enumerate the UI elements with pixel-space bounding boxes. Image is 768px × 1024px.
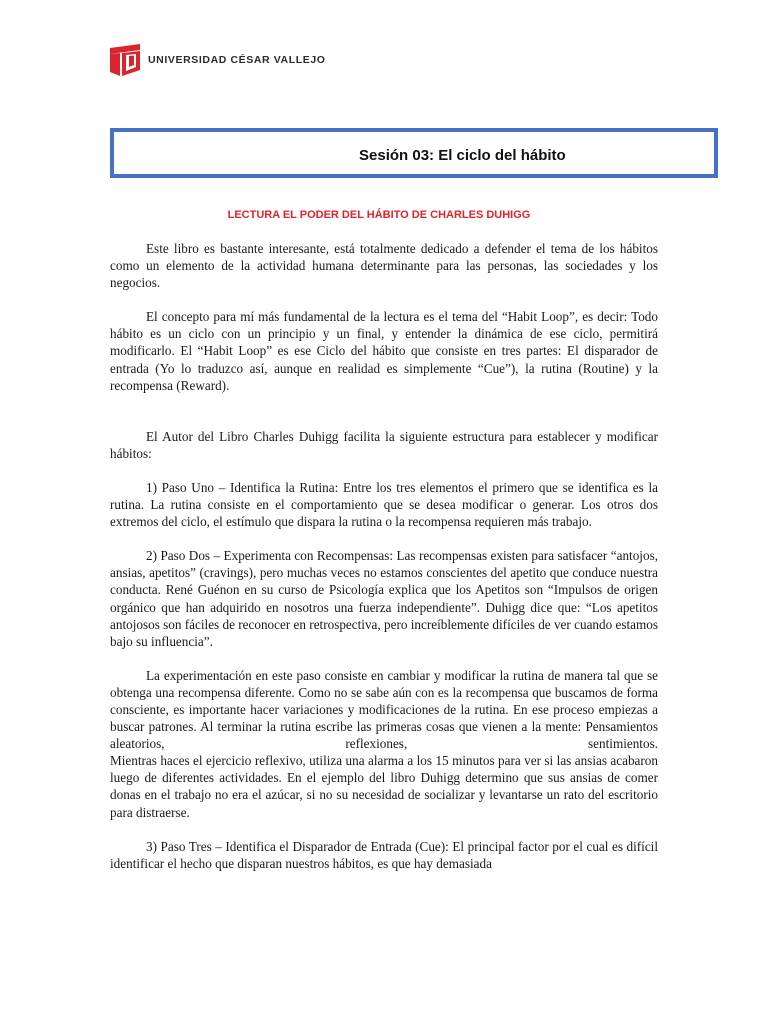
paragraph-habit-loop: El concepto para mí más fundamental de la lectura es el tema del “Habit Loop”, es decir: Todo hábito es un ciclo con un principio y un final, y entender la dinámica de ese ciclo, permitirá modificarlo. El “Habit Loop” es ese Ciclo del hábito que consiste en tres partes: El disparador de entrada (Yo lo traduzco así, aunque en realidad es simplemente “Cue”), la rutina (Routine) y la recompensa (Reward).	[110, 309, 658, 393]
paragraph-intro: Este libro es bastante interesante, está totalmente dedicado a defender el tema de los hábitos como un elemento de la actividad humana determinante para las personas, las sociedades y los negocios.	[110, 241, 658, 291]
university-name: UNIVERSIDAD CÉSAR VALLEJO	[148, 54, 326, 66]
page-title: Sesión 03: El ciclo del hábito	[359, 147, 566, 164]
reading-subtitle: LECTURA EL PODER DEL HÁBITO DE CHARLES DUHIGG	[227, 209, 531, 221]
paragraph-step-two: 2) Paso Dos – Experimenta con Recompensas: Las recompensas existen para satisfacer “antojos, ansias, apetitos” (cravings), pero muchas veces no estamos conscientes del apetito que conduce nuestra conducta. René Guénon en su curso de Psicología explica que los Apetitos son “Impulsos de origen orgánico que han adquirido en nosotros una fuerza independiente”. Duhigg dice que: “Los apetitos antojosos son fáciles de reconocer en retrospectiva, pero increíblemente difíciles de ver cuando estamos bajo su influencia”.	[110, 548, 658, 649]
paragraph-step-three: 3) Paso Tres – Identifica el Disparador de Entrada (Cue): El principal factor por el cual es difícil identificar el hecho que disparan nuestros hábitos, es que hay demasiada	[110, 838, 658, 871]
paragraph-experimentation: La experimentación en este paso consiste en cambiar y modificar la rutina de manera tal que se obtenga una recompensa diferente. Como no se sabe aún con es la recompensa que buscamos de forma consciente, es importante hacer variaciones y modificaciones de la rutina. En ese proceso empiezas a buscar patrones. Al terminar la rutina escribe las primeras cosas que vienen a la mente: Pensamientos aleatorios, reflexiones, sentimientos.	[110, 667, 658, 752]
paragraph-step-one: 1) Paso Uno – Identifica la Rutina: Entre los tres elementos el primero que se identifica es la rutina. La rutina consiste en el comportamiento que se desea modificar o generar. Los otros dos extremos del ciclo, el estímulo que dispara la rutina o la recompensa requieren más trabajo.	[110, 479, 658, 530]
university-logo-icon	[110, 44, 140, 76]
paragraph-reflexive-exercise: Mientras haces el ejercicio reflexivo, utiliza una alarma a los 15 minutos para ver si las ansias acabaron luego de diferentes actividades. En el ejemplo del libro Duhigg determino que sus ansias de comer donas en el trabajo no era el azúcar, si no su necesidad de socializar y levantarse un rato del escritorio para distraerse.	[110, 753, 658, 820]
paragraph-structure: El Autor del Libro Charles Duhigg facilita la siguiente estructura para establecer y modificar hábitos:	[110, 428, 658, 461]
session-title-box	[110, 128, 718, 178]
document-body	[110, 240, 658, 889]
university-logo	[110, 44, 326, 76]
